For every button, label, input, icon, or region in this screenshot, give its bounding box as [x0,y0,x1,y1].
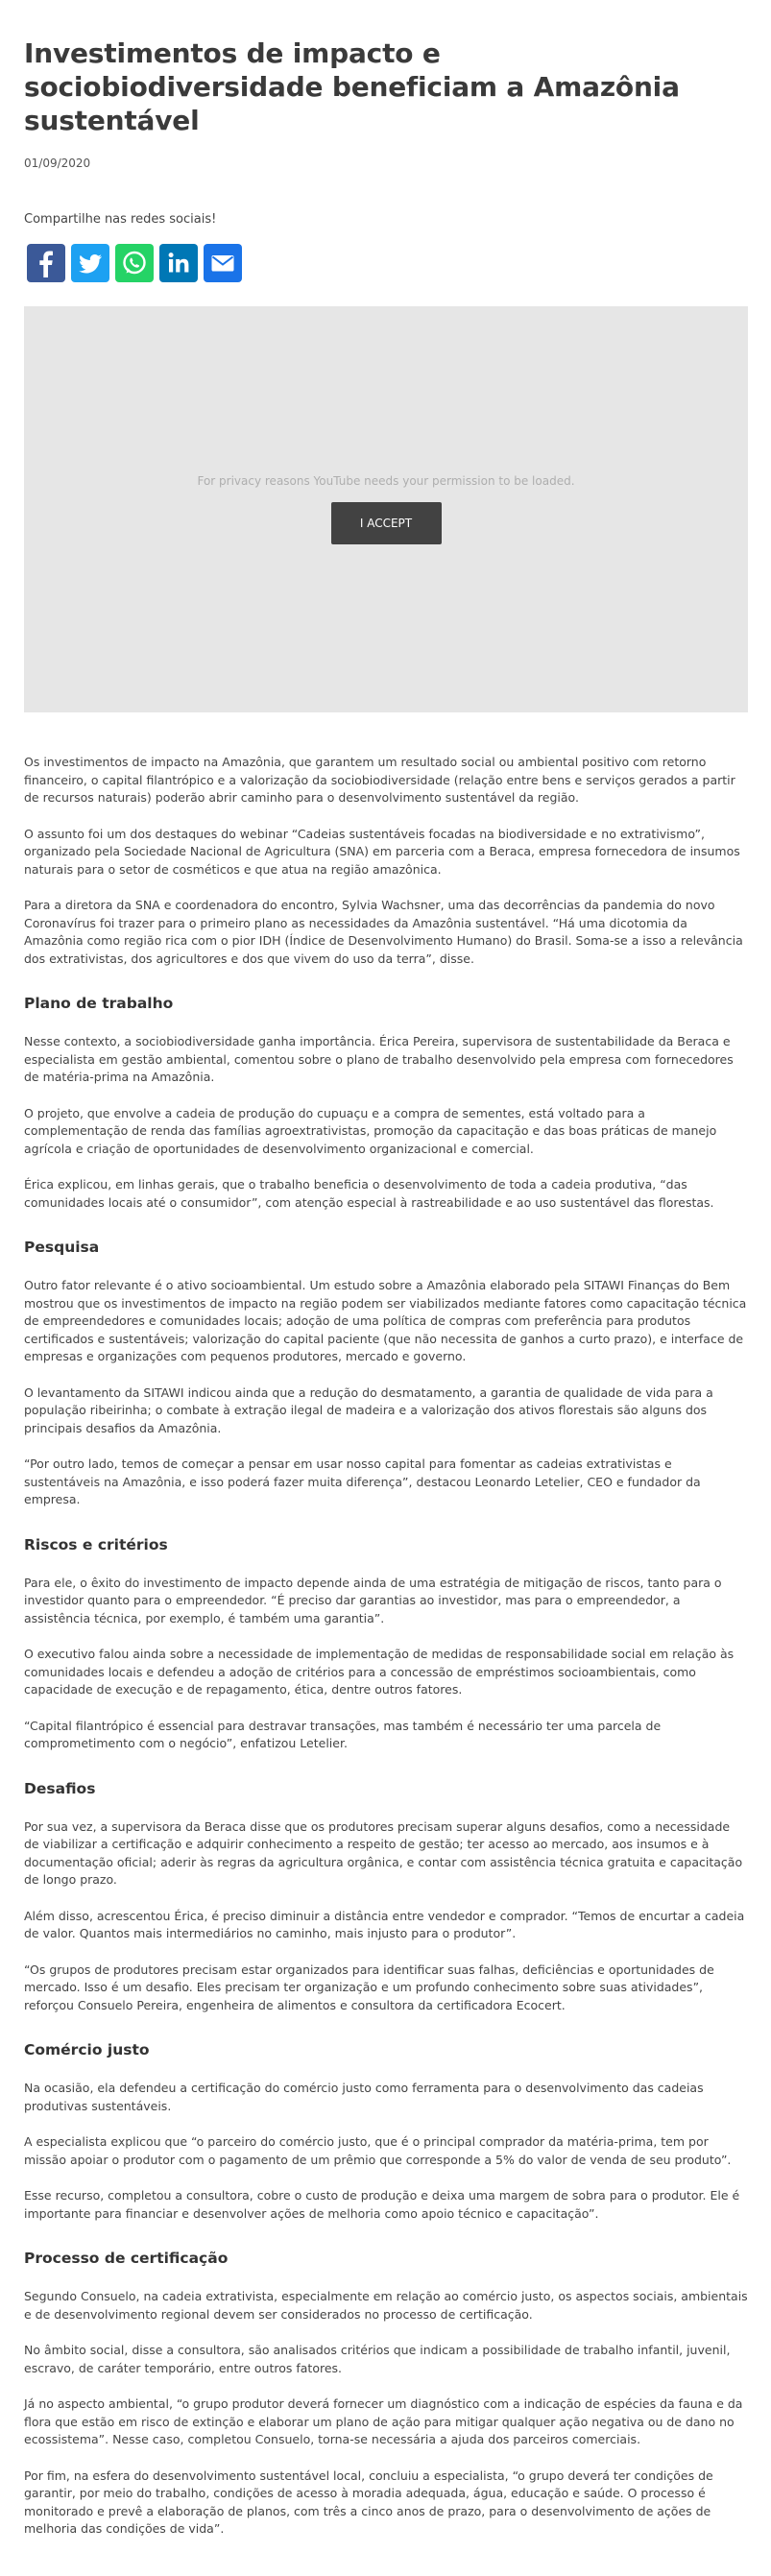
facebook-share-button[interactable] [27,244,65,282]
section-paragraph: A especialista explicou que “o parceiro do comércio justo, que é o principal comprador da matéria-prima, tem por missão apoiar o produtor com o pagamento de um prêmio que corresponde a 5% do valor de venda de seu produto”. [24,2134,732,2167]
section-paragraph: Já no aspecto ambiental, “o grupo produtor deverá fornecer um diagnóstico com a indicação de espécies da fauna e da flora que estão em risco de extinção e elaborar um plano de ação para mitigar qualquer ação negativa ou de dano no ecossistema”. Nesse caso, completou Consuelo, torna-se necessária a ajuda dos parceiros comerciais. [24,2396,743,2446]
section-paragraph: No âmbito social, disse a consultora, são analisados critérios que indicam a possibilidade de trabalho infantil, juvenil, escravo, de caráter temporário, entre outros fatores. [24,2343,731,2375]
section-heading: Processo de certificação [24,2250,229,2267]
section-heading: Comércio justo [24,2041,150,2058]
section-paragraph: Além disso, acrescentou Érica, é preciso diminuir a distância entre vendedor e comprador. “Temos de encurtar a cadeia de valor. Quantos mais intermediários no caminho, mais injusto para o produtor”. [24,1908,745,1940]
section-paragraph: Na ocasião, ela defendeu a certificação do comércio justo como ferramenta para o desenvolvimento das cadeias produtivas sustentáveis. [24,2081,704,2113]
accept-button[interactable]: I ACCEPT [331,502,442,544]
section-paragraph: “Os grupos de produtores precisam estar organizados para identificar suas falhas, deficiências e oportunidades de mercado. Isso é um desafio. Eles precisam ter organização e um profundo conhecimento sobre suas atividades”, reforçou Consuelo Pereira, engenheira de alimentos e consultora da certificadora Ecocert. [24,1962,714,2012]
section-paragraph: Nesse contexto, a sociobiodiversidade ganha importância. Érica Pereira, supervisora de sustentabilidade da Beraca e especialista em gestão ambiental, comentou sobre o plano de trabalho desenvolvido pela empresa com fornecedores de matéria-prima na Amazônia. [24,1034,734,1084]
article-body [24,754,748,2539]
section-heading: Desafios [24,1779,96,1797]
section-paragraph: O levantamento da SITAWI indicou ainda que a redução do desmatamento, a garantia de qualidade de vida para a população ribeirinha; o combate à extração ilegal de madeira e a valorização dos ativos florestais são alguns dos principais desafios da Amazônia. [24,1384,713,1435]
page-title: Investimentos de impacto e sociobiodiversidade beneficiam a Amazônia sustentável [24,37,680,136]
section-heading: Plano de trabalho [24,995,174,1012]
intro-paragraph: Para a diretora da SNA e coordenadora do encontro, Sylvia Wachsner, uma das decorrências da pandemia do novo Coronavírus foi trazer para o primeiro plano as necessidades da Amazônia sustentável. “Há uma dicotomia da Amazônia como região rica com o pior IDH (Índice de Desenvolvimento Humano) do Brasil. Soma-se a isso a relevância dos extrativistas, dos agricultores e dos que vivem do uso da terra”, disse. [24,898,743,966]
section-heading: Pesquisa [24,1239,100,1256]
linkedin-icon [164,249,193,277]
section-paragraph: “Capital filantrópico é essencial para destravar transações, mas também é necessário ter uma parcela de comprometimento com o negócio”, enfatizou Letelier. [24,1718,662,1750]
section-paragraph: Segundo Consuelo, na cadeia extrativista, especialmente em relação ao comércio justo, os aspectos sociais, ambientais e de desenvolvimento regional devem ser considerados no processo de certificação. [24,2289,748,2322]
section-paragraph: Outro fator relevante é o ativo socioambiental. Um estudo sobre a Amazônia elaborado pela SITAWI Finanças do Bem mostrou que os investimentos de impacto na região podem ser viabilizados mediante fatores como capacitação técnica de empreendedores e comunidades locais; adoção de uma política de compras com preferência para produtos certificados e sustentáveis; valorização do capital paciente (que não necessita de ganhos a curto prazo), e interface de empresas e organizações com pequenos produtores, mercado e governo. [24,1278,747,1363]
section-heading: Riscos e critérios [24,1535,168,1553]
twitter-share-button[interactable] [71,244,109,282]
section-paragraph: O projeto, que envolve a cadeia de produção do cupuaçu e a compra de sementes, está voltado para a complementação de renda das famílias agroextrativistas, promoção da capacitação e das boas práticas de manejo agrícola e criação de oportunidades de desenvolvimento organizacional e comercial. [24,1105,717,1156]
section-paragraph: Esse recurso, completou a consultora, cobre o custo de produção e deixa uma margem de sobra para o produtor. Ele é importante para financiar e desenvolver ações de melhoria como apoio técnico e capacitação”. [24,2188,740,2221]
section-paragraph: Por fim, na esfera do desenvolvimento sustentável local, concluiu a especialista, “o grupo deverá ter condições de garantir, por meio do trabalho, condições de acesso à moradia adequada, água, educação e saúde. O processo é monitorado e prevê a elaboração de planos, com três a cinco anos de prazo, para o desenvolvimento de ações de melhoria das condições de vida”. [24,2468,713,2536]
section-paragraph: Para ele, o êxito do investimento de impacto depende ainda de uma estratégia de mitigação de riscos, tanto para o investidor quanto para o empreendedor. “É preciso dar garantias ao investidor, mas para o empreendedor, a assistência técnica, por exemplo, é também uma garantia”. [24,1575,722,1625]
email-share-button[interactable] [204,244,242,282]
section-paragraph: Érica explicou, em linhas gerais, que o trabalho beneficia o desenvolvimento de toda a cadeia produtiva, “das comunidades locais até o consumidor”, com atenção especial à rastreabilidade e ao uso sustentável das florestas. [24,1177,714,1210]
linkedin-share-button[interactable] [159,244,198,282]
section-paragraph: Por sua vez, a supervisora da Beraca disse que os produtores precisam superar alguns desafios, como a necessidade de viabilizar a certificação e adquirir conhecimento a respeito de gestão; ter acesso ao mercado, aos insumos e à documentação oficial; aderir às regras da agricultura orgânica, e contar com assistência técnica gratuita e capacitação de longo prazo. [24,1818,743,1887]
section-paragraph: “Por outro lado, temos de começar a pensar em usar nosso capital para fomentar as cadeias extrativistas e sustentáveis na Amazônia, e isso poderá fazer muita diferença”, destacou Leonardo Letelier, CEO e fundador da empresa. [24,1457,701,1506]
privacy-notice: For privacy reasons YouTube needs your permission to be loaded. [197,474,575,488]
facebook-icon [32,249,60,277]
intro-paragraph: O assunto foi um dos destaques do webinar “Cadeias sustentáveis focadas na biodiversidade e no extrativismo”, organizado pela Sociedade Nacional de Agricultura (SNA) em parceria com a Beraca, empresa fornecedora de insumos naturais para o setor de cosméticos e que atua na região amazônica. [24,826,740,877]
youtube-consent-placeholder [24,306,748,712]
whatsapp-share-button[interactable] [115,244,154,282]
twitter-icon [76,249,105,277]
intro-paragraph: Os investimentos de impacto na Amazônia, que garantem um resultado social ou ambiental positivo com retorno financeiro, o capital filantrópico e a valorização da sociobiodiversidade (relação entre bens e serviços gerados a partir de recursos naturais) poderão abrir caminho para o desenvolvimento sustentável da região. [24,755,735,805]
section-paragraph: O executivo falou ainda sobre a necessidade de implementação de medidas de responsabilidade social em relação às comunidades locais e defendeu a adoção de critérios para a concessão de empréstimos socioambientais, como capacidade de execução e de repagamento, ética, dentre outros fatores. [24,1647,735,1697]
publish-date: 01/09/2020 [24,156,91,170]
share-label: Compartilhe nas redes sociais! [24,212,217,227]
share-buttons [27,244,748,282]
envelope-icon [208,249,237,277]
whatsapp-icon [120,249,149,277]
